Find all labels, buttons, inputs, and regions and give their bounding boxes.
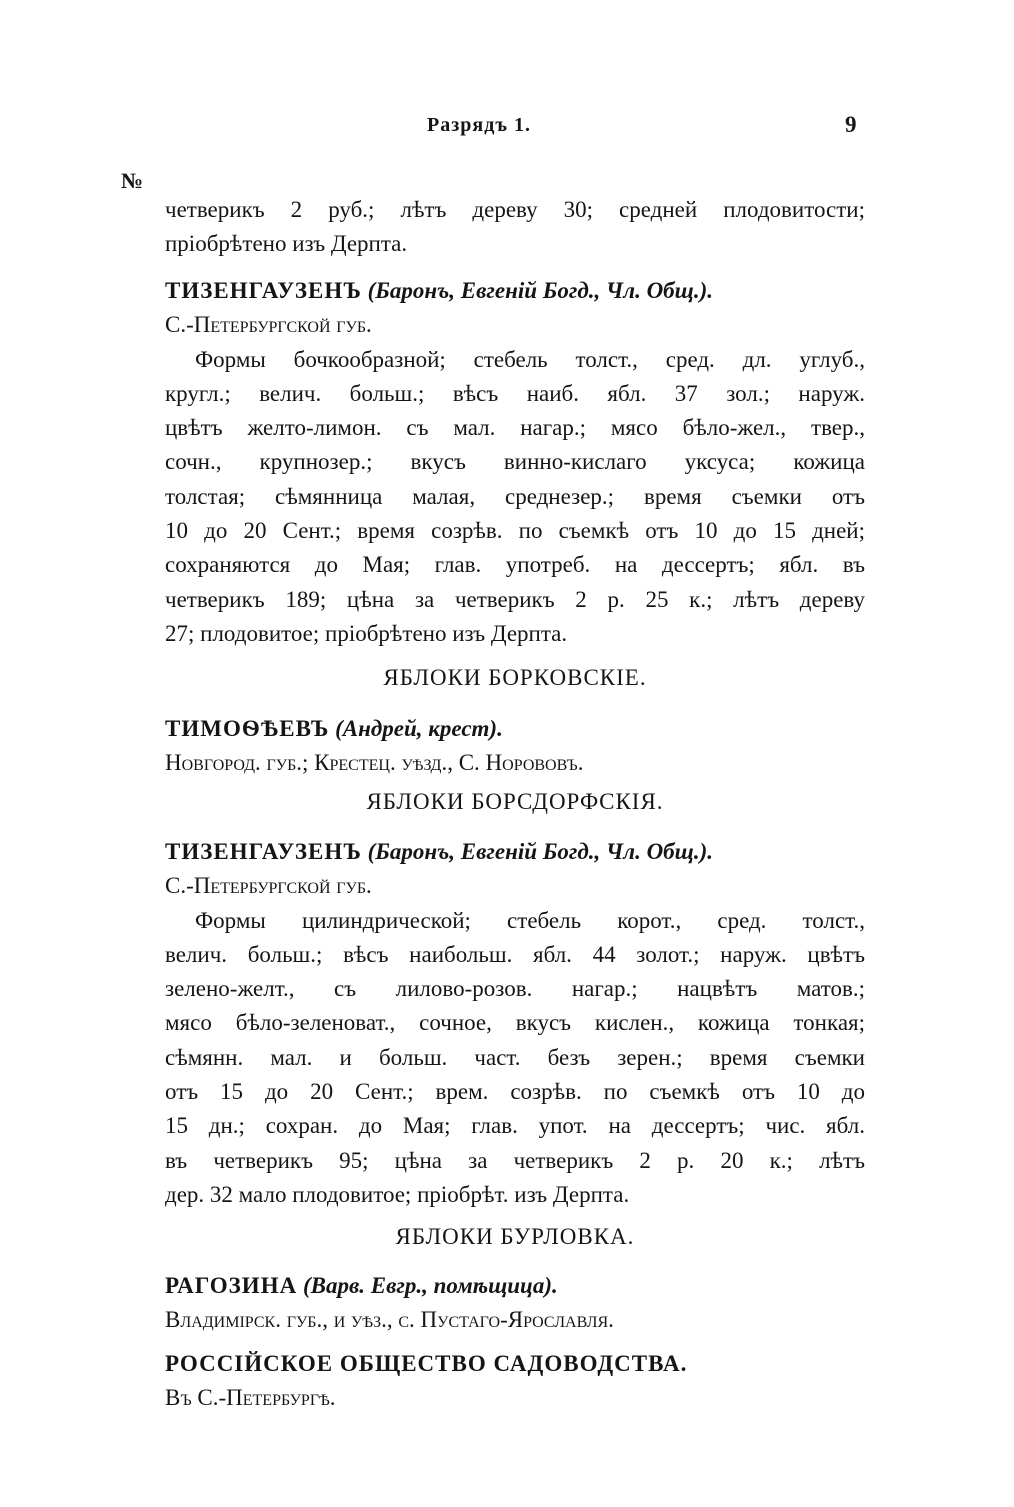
- text-line: Формы бочкообразной; стебель толст., сред. дл. углуб.,: [195, 346, 865, 372]
- owner-detail: (Андрей, крест).: [335, 716, 503, 741]
- text-line: зелено-желт., съ лилово-розов. нагар.; нацвѣтъ матов.;: [165, 976, 865, 1002]
- place-line: С.-Петербургской губ.: [165, 312, 372, 338]
- text-line: дер. 32 мало плодовитое; пріобрѣт. изъ Дерпта.: [165, 1181, 630, 1207]
- number-mark: №: [121, 168, 144, 193]
- owner-line: [165, 1269, 865, 1303]
- text-line: толстая; сѣмянница малая, среднезер.; время съемки отъ: [165, 483, 865, 509]
- owner-line: [165, 835, 865, 869]
- text-line: кругл.; велич. больш.; вѣсъ наиб. ябл. 37 зол.; наруж.: [165, 380, 865, 406]
- text-line: въ четверикъ 95; цѣна за четверикъ 2 р. 20 к.; лѣтъ: [165, 1147, 865, 1173]
- text-line: 27; плодовитое; пріобрѣтено изъ Дерпта.: [165, 620, 568, 646]
- text-line: пріобрѣтено изъ Дерпта.: [165, 231, 408, 257]
- owner-detail: (Баронъ, Евгеній Богд., Чл. Общ.).: [367, 278, 713, 303]
- entry-tizengauzen-2: [165, 835, 865, 1212]
- text-line: 10 до 20 Сент.; время созрѣв. по съемкѣ отъ 10 до 15 дней;: [165, 518, 865, 544]
- entry-society: [165, 1347, 865, 1415]
- owner-detail: (Баронъ, Евгеній Богд., Чл. Общ.).: [367, 839, 713, 864]
- owner-name: ТИЗЕНГАУЗЕНЪ: [165, 839, 362, 864]
- page-number: 9: [845, 112, 857, 137]
- running-title: Разрядъ 1.: [427, 114, 531, 136]
- owner-name: ТИМОѲѢЕВЪ: [165, 716, 330, 741]
- text-line: велич. больш.; вѣсъ наибольш. ябл. 44 золот.; наруж. цвѣтъ: [165, 941, 865, 967]
- text-line: четверикъ 2 руб.; лѣтъ дереву 30; средней плодовитости;: [165, 197, 865, 222]
- text-line: мясо бѣло-зеленоват., сочное, вкусъ кислен., кожица тонкая;: [165, 1010, 865, 1036]
- owner-line: [165, 1347, 865, 1381]
- text-line: сохраняются до Мая; глав. употреб. на дессертъ; ябл. въ: [165, 552, 865, 578]
- section-heading: ЯБЛОКИ БУРЛОВКА.: [395, 1224, 635, 1249]
- section-heading: ЯБЛОКИ БОРСДОРФСКІЯ.: [366, 789, 664, 814]
- place-line: Въ С.-Петербургѣ.: [165, 1385, 336, 1410]
- place-line: Владимірск. губ., и уѣз., с. Пустаго-Ярославля.: [165, 1307, 614, 1332]
- place-line: С.-Петербургской губ.: [165, 873, 372, 899]
- owner-line: [165, 712, 865, 746]
- owner-line: [165, 274, 865, 308]
- owner-name: ТИЗЕНГАУЗЕНЪ: [165, 278, 362, 303]
- entry-timofeev: [165, 712, 865, 780]
- entry-tizengauzen-1: [165, 274, 865, 651]
- text-line: отъ 15 до 20 Сент.; врем. созрѣв. по съемкѣ отъ 10 до: [165, 1079, 865, 1105]
- text-line: цвѣтъ желто-лимон. съ мал. нагар.; мясо бѣло-жел., твер.,: [165, 415, 865, 441]
- place-line: Новгород. губ.; Крестец. уѣзд., С. Норововъ.: [165, 750, 584, 775]
- owner-name: РАГОЗИНА: [165, 1273, 298, 1298]
- entry-ragozina: [165, 1269, 865, 1337]
- section-heading: ЯБЛОКИ БОРКОВСКІЕ.: [383, 665, 647, 690]
- text-line: сѣмянн. мал. и больш. част. безъ зерен.; время съемки: [165, 1044, 865, 1070]
- text-line: четверикъ 189; цѣна за четверикъ 2 р. 25 к.; лѣтъ дереву: [165, 586, 865, 612]
- text-line: Формы цилиндрической; стебель корот., сред. толст.,: [195, 907, 865, 933]
- entry-continuation: [165, 193, 865, 262]
- owner-name: РОССІЙСКОЕ ОБЩЕСТВО САДОВОДСТВА.: [165, 1351, 688, 1376]
- owner-detail: (Варв. Евгр., помѣщица).: [302, 1273, 558, 1298]
- text-line: 15 дн.; сохран. до Мая; глав. упот. на дессертъ; чис. ябл.: [165, 1113, 865, 1139]
- text-line: сочн., крупнозер.; вкусъ винно-кислаго уксуса; кожица: [165, 449, 865, 475]
